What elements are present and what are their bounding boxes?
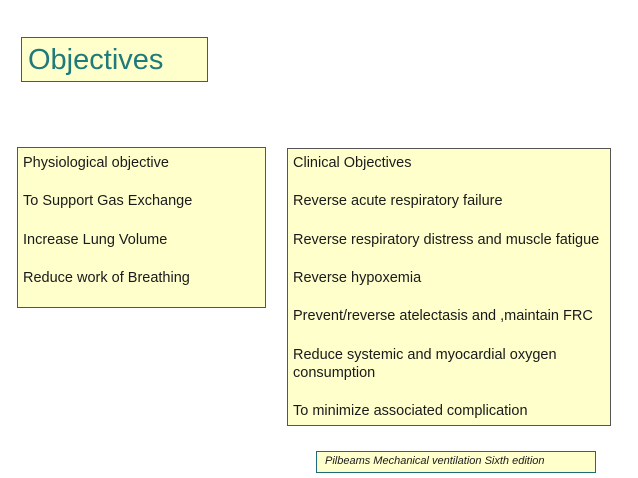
clinical-objectives-box (287, 148, 611, 426)
physiological-item-1: To Support Gas Exchange (23, 193, 193, 209)
clinical-item-2: Reverse respiratory distress and muscle fatigue (293, 232, 600, 248)
clinical-item-4: Prevent/reverse atelectasis and ,maintain FRC (293, 308, 593, 324)
physiological-item-2: Increase Lung Volume (23, 232, 168, 248)
clinical-item-6: To minimize associated complication (293, 403, 528, 419)
citation-box (316, 451, 596, 473)
clinical-item-3: Reverse hypoxemia (293, 270, 422, 286)
citation-text: Pilbeams Mechanical ventilation Sixth edition (325, 455, 545, 467)
clinical-item-5: Reduce systemic and myocardial oxygen consumption (293, 347, 557, 381)
clinical-item-1: Reverse acute respiratory failure (293, 193, 503, 209)
title-box (21, 37, 208, 82)
physiological-objectives-box (17, 147, 266, 308)
clinical-heading: Clinical Objectives (293, 155, 412, 171)
physiological-heading: Physiological objective (23, 155, 169, 171)
physiological-item-3: Reduce work of Breathing (23, 270, 190, 286)
slide-title: Objectives (28, 44, 164, 76)
